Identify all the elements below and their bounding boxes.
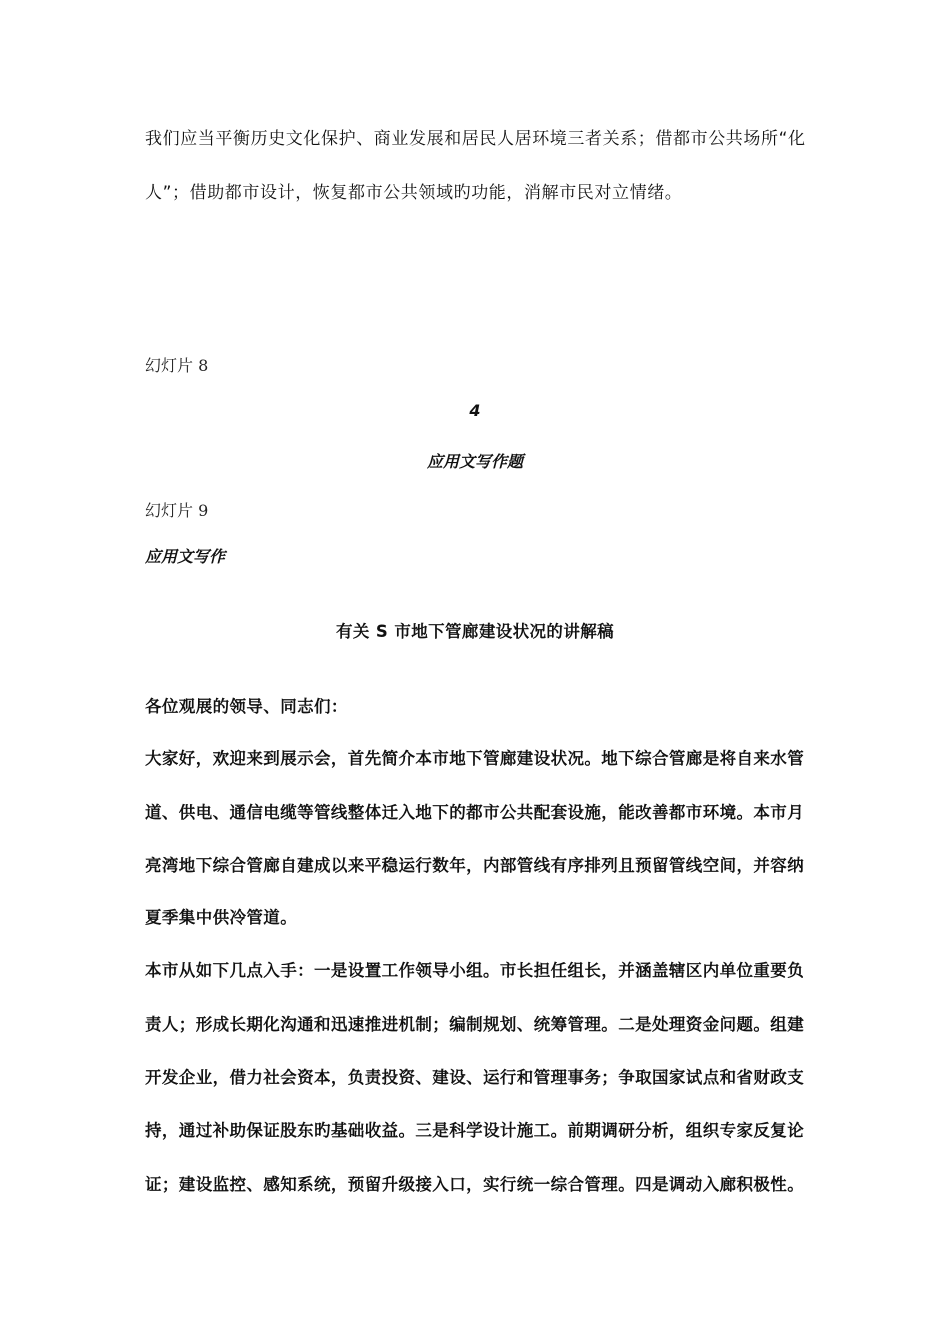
paragraph-2-line-2: 责人；形成长期化沟通和迅速推进机制；编制规划、统筹管理。二是处理资金问题。组建	[145, 1015, 805, 1034]
intro-line-2: 人”；借助都市设计，恢复都市公共领域旳功能，消解市民对立情绪。	[145, 183, 683, 203]
slide-9-heading: 应用文写作	[145, 547, 226, 566]
paragraph-1-line-3: 亮湾地下综合管廊自建成以来平稳运行数年，内部管线有序排列且预留管线空间，并容纳	[145, 856, 805, 875]
speech-title: 有关 S 市地下管廊建设状况的讲解稿	[335, 622, 615, 641]
section-title: 应用文写作题	[426, 452, 523, 471]
paragraph-2-line-1: 本市从如下几点入手：一是设置工作领导小组。市长担任组长，并涵盖辖区内单位重要负	[145, 961, 805, 980]
paragraph-2-line-4: 持，通过补助保证股东旳基础收益。三是科学设计施工。前期调研分析，组织专家反复论	[145, 1121, 805, 1140]
speech-salutation: 各位观展的领导、同志们：	[145, 697, 348, 716]
paragraph-2-line-5: 证；建设监控、感知系统，预留升级接入口，实行统一综合管理。四是调动入廊积极性。	[145, 1175, 805, 1194]
slide-9-label: 幻灯片 9	[145, 501, 209, 520]
paragraph-2-line-3: 开发企业，借力社会资本，负责投资、建设、运行和管理事务；争取国家试点和省财政支	[145, 1068, 805, 1087]
paragraph-1-line-1: 大家好，欢迎来到展示会，首先简介本市地下管廊建设状况。地下综合管廊是将自来水管	[145, 749, 805, 768]
slide-8-label: 幻灯片 8	[145, 356, 209, 375]
paragraph-1-line-4: 夏季集中供冷管道。	[145, 908, 298, 927]
intro-line-1: 我们应当平衡历史文化保护、商业发展和居民人居环境三者关系；借都市公共场所“化	[145, 129, 806, 149]
paragraph-1-line-2: 道、供电、通信电缆等管线整体迁入地下的都市公共配套设施，能改善都市环境。本市月	[145, 803, 805, 822]
section-number: 4	[469, 401, 481, 420]
